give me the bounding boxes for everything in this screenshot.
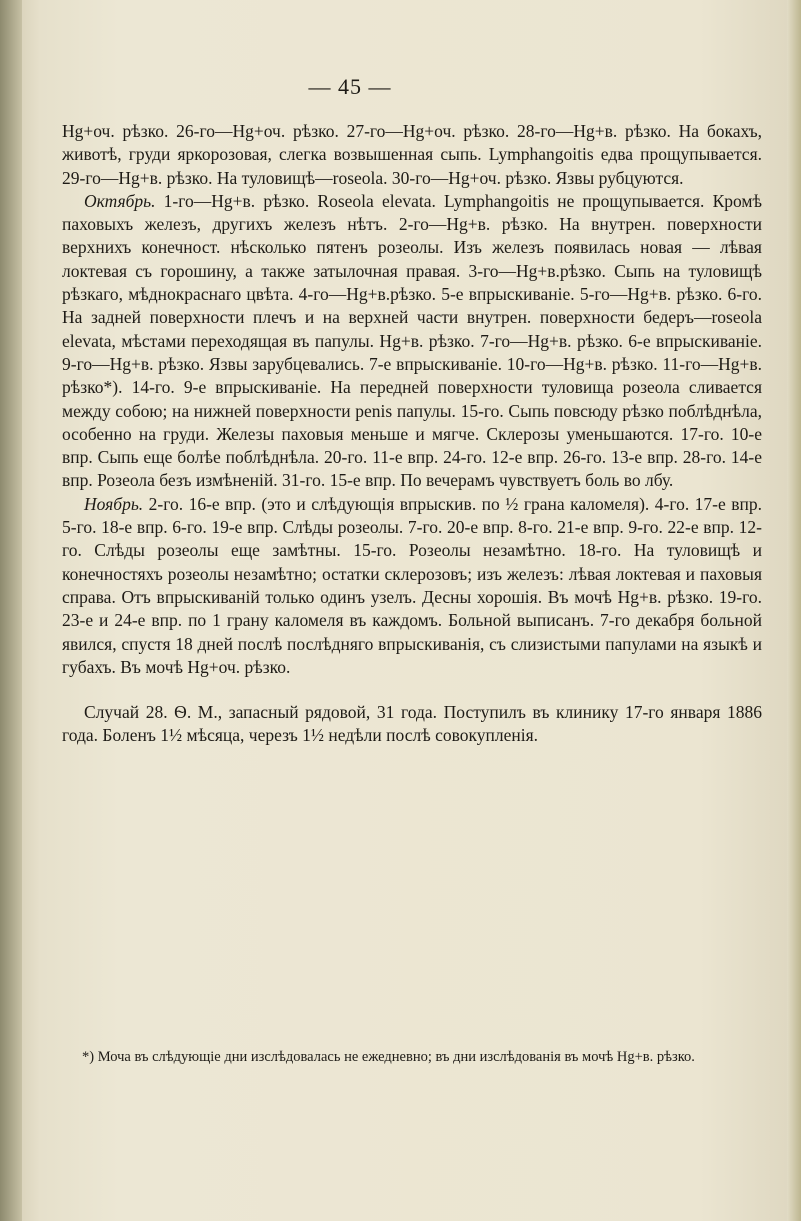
paragraph-1: Hg+оч. рѣзко. 26-го—Hg+оч. рѣзко. 27-го—Hg+оч. рѣзко. 28-го—Hg+в. рѣзко. На бокахъ, животѣ, груди яркорозовая, слегка возвышенная сыпь. Lymphangoitis едва прощупывается. 29-го—Hg+в. рѣзко. На туловищѣ—roseola. 30-го—Hg+оч. рѣзко. Язвы рубцуются.: [62, 121, 762, 188]
paragraph-october: Октябрь. 1-го—Hg+в. рѣзко. Roseola elevata. Lymphangoitis не прощупывается. Кромѣ паховыхъ железъ, другихъ железъ нѣтъ. 2-го—Hg+в. рѣзко. На внутрен. поверхности верхнихъ конечност. нѣсколько пятенъ розеолы. Изъ железъ появилась новая — лѣвая локтевая съ горошину, а также затылочная правая. 3-го—Hg+в.рѣзко. Сыпь на туловищѣ рѣзкаго, мѣднокраснаго цвѣта. 4-го—Hg+в.рѣзко. 5-е впрыскиваніе. 5-го—Hg+в. рѣзко. 6-го. На задней поверхности плечъ и на верхней части внутрен. поверхности бедеръ—roseola elevata, мѣстами переходящая въ папулы. Hg+в. рѣзко. 7-го—Hg+в. рѣзко. 6-е впрыскиваніе. 9-го—Hg+в. рѣзко. Язвы зарубцевались. 7-е впрыскиваніе. 10-го—Hg+в. рѣзко. 11-го—Hg+в. рѣзко*). 14-го. 9-е впрыскиваніе. На передней поверхности туловища розеола сливается между собою; на нижней поверхности penis папулы. 15-го. Сыпь повсюду рѣзко поблѣднѣла, особенно на груди. Железы паховыя меньше и мягче. Склерозы уменьшаются. 17-го. 10-е впр. Сыпь еще болѣе поблѣднѣла. 20-го. 11-е впр. 24-го. 12-е впр. 26-го. 13-е впр. 28-го. 14-е впр. Розеола безъ измѣненій. 31-го. 15-е впр. По вечерамъ чувствуетъ боль во лбу.: [62, 190, 762, 491]
month-heading-october: Октябрь.: [84, 190, 156, 211]
page-spine-shadow: [0, 0, 22, 1221]
page-edge-shadow: [787, 0, 801, 1221]
paragraph-november: Ноябрь. 2-го. 16-е впр. (это и слѣдующія впрыскив. по ½ грана каломеля). 4-го. 17-е впр. 5-го. 18-е впр. 6-го. 19-е впр. Слѣды розеолы. 7-го. 20-е впр. 8-го. 21-е впр. 9-го. 22-е впр. 12-го. Слѣды розеолы еще замѣтны. 15-го. Розеолы незамѣтно. 18-го. На туловищѣ и конечностяхъ розеолы незамѣтно; остатки склерозовъ; изъ железъ: лѣвая локтевая и паховыя справа. Отъ впрыскиваній только одинъ узелъ. Десны хорошія. Въ мочѣ Hg+в. рѣзко. 19-го. 23-е и 24-е впр. по 1 грану каломеля въ каждомъ. Больной выписанъ. 7-го декабря больной явился, спустя 18 дней послѣ послѣдняго впрыскиванія, съ слизистыми папулами на языкѣ и губахъ. Въ мочѣ Hg+оч. рѣзко.: [62, 493, 762, 677]
footnote-text: *) Моча въ слѣдующіе дни изслѣдовалась не ежедневно; въ дни изслѣдованія въ мочѣ Hg+в. рѣзко.: [82, 1049, 695, 1065]
case-paragraph: Случай 28. Ѳ. М., запасный рядовой, 31 года. Поступилъ въ клинику 17-го января 1886 года. Боленъ 1½ мѣсяца, черезъ 1½ недѣли послѣ совокупленія.: [62, 702, 762, 746]
main-text: [62, 120, 762, 748]
month-heading-november: Ноябрь.: [84, 493, 144, 514]
footnote: [62, 1048, 762, 1067]
page-number: — 45 —: [308, 74, 392, 99]
